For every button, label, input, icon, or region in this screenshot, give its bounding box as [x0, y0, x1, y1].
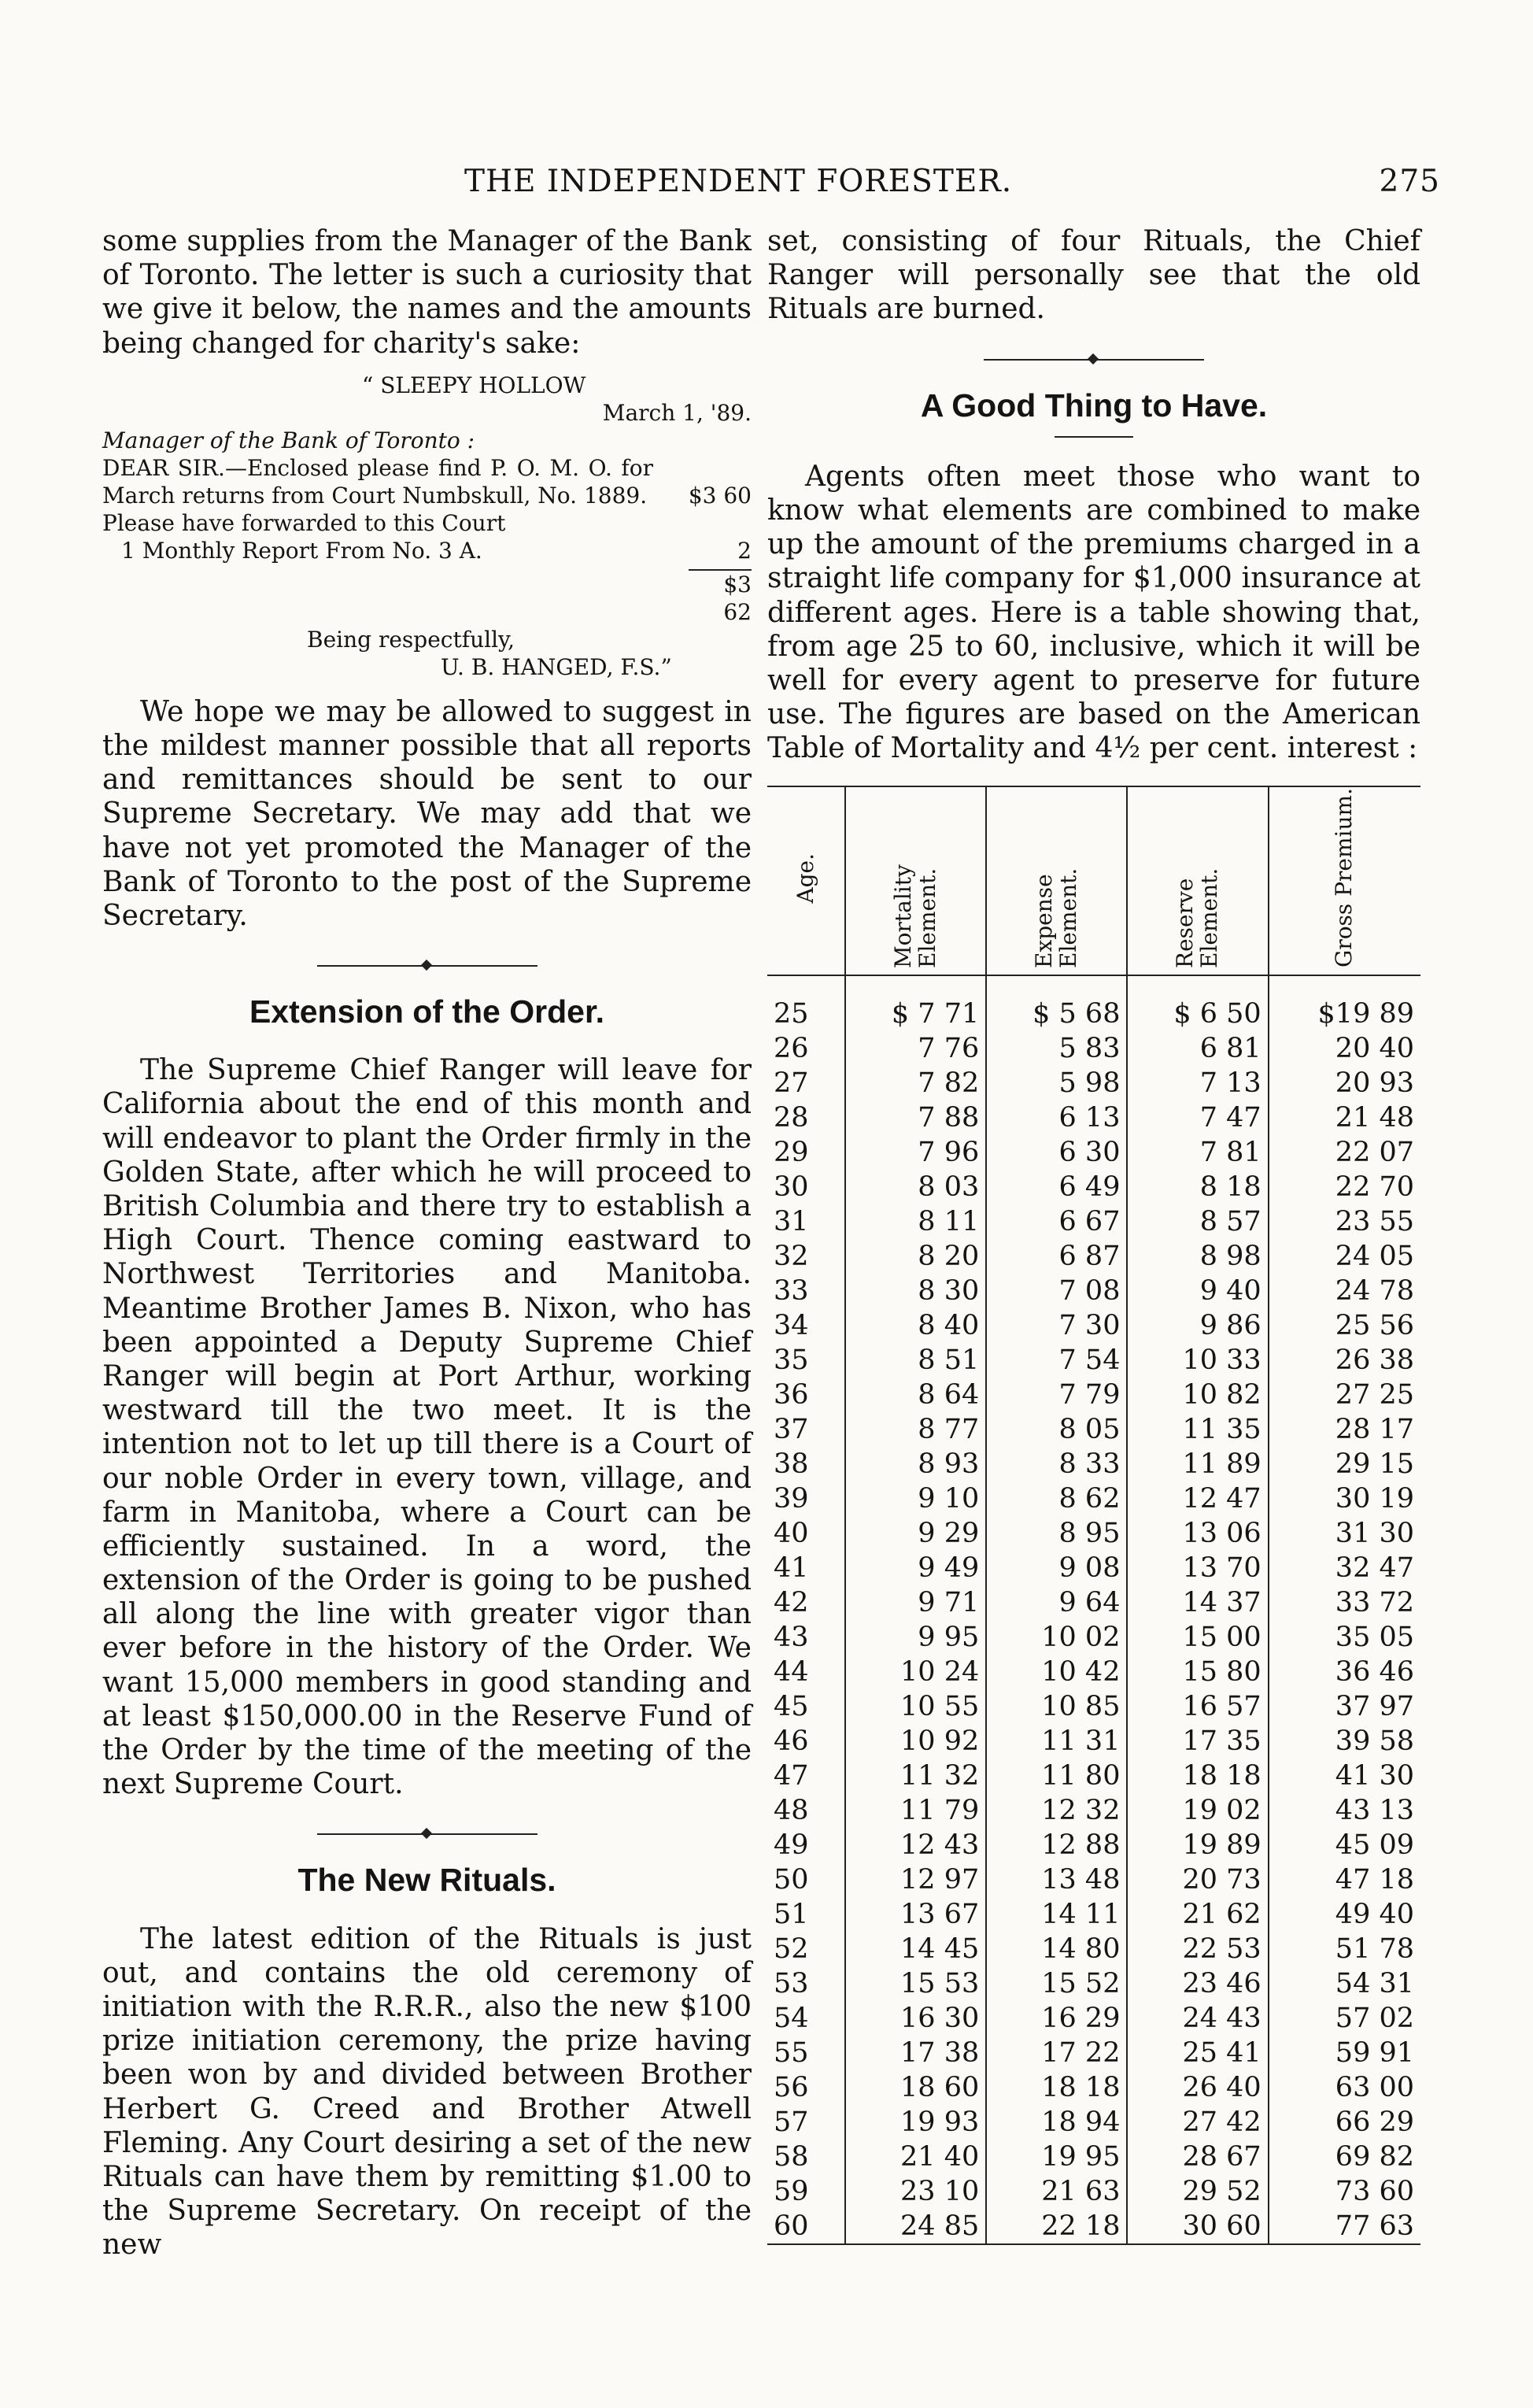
- value-cell: 6 30: [986, 1135, 1127, 1170]
- letter-line-2: Please have forwarded to this Court: [102, 509, 506, 536]
- table-row: [767, 2174, 1420, 2209]
- value-cell: 17 22: [986, 2036, 1127, 2070]
- value-cell: 22 70: [1269, 1170, 1420, 1204]
- value-cell: 21 40: [845, 2140, 986, 2174]
- heading-rule: [1055, 436, 1133, 438]
- value-cell: 13 48: [986, 1862, 1127, 1897]
- table-row: [767, 2140, 1420, 2174]
- value-cell: 7 47: [1127, 1100, 1268, 1135]
- value-cell: 12 47: [1127, 1481, 1268, 1516]
- letter-body: DEAR SIR.—Enclosed please find P. O. M. O. for March returns from Court Numbskull, No. 1889.: [102, 454, 653, 509]
- value-cell: 9 08: [986, 1551, 1127, 1585]
- table-row: [767, 1135, 1420, 1170]
- value-cell: 21 63: [986, 2174, 1127, 2209]
- letter-line-3: 1 Monthly Report From No. 3 A.: [121, 537, 482, 564]
- value-cell: 12 97: [845, 1862, 986, 1897]
- age-cell: 33: [774, 1275, 809, 1308]
- value-cell: 8 11: [845, 1204, 986, 1239]
- value-cell: 15 00: [1127, 1620, 1268, 1655]
- age-cell: 50: [774, 1864, 809, 1896]
- value-cell: 8 64: [845, 1378, 986, 1412]
- value-cell: 23 46: [1127, 1966, 1268, 2001]
- value-cell: 41 30: [1269, 1759, 1420, 1793]
- value-cell: 8 62: [986, 1481, 1127, 1516]
- age-cell: 35: [774, 1345, 809, 1377]
- age-cell: 36: [774, 1379, 809, 1411]
- value-cell: 30 19: [1269, 1481, 1420, 1516]
- paragraph-continuation: set, consisting of four Rituals, the Chief Ranger will personally see that the old Rituals are burned.: [767, 225, 1420, 326]
- running-header: [102, 164, 1440, 208]
- age-cell: 31: [774, 1206, 809, 1238]
- value-cell: 11 89: [1127, 1447, 1268, 1481]
- age-cell: 60: [767, 2209, 845, 2244]
- age-cell: 45: [774, 1691, 809, 1723]
- table-row: [767, 1724, 1420, 1759]
- table-body: [767, 975, 1420, 2244]
- value-cell: 35 05: [1269, 1620, 1420, 1655]
- paragraph-agents: Agents often meet those who want to know what elements are combined to make up the amount of the premiums charged in a straight life company for $1,000 insurance at different ages. Here is a table showing that, from age 25 to 60, inclusive, which it will be well for every agent to preserve for future use. The figures are based on the American Table of Mortality and 4½ per cent. interest :: [767, 460, 1420, 765]
- age-cell: 30: [774, 1171, 809, 1204]
- value-cell: 57 02: [1269, 2001, 1420, 2036]
- value-cell: 77 63: [1269, 2209, 1420, 2244]
- value-cell: 20 93: [1269, 1066, 1420, 1100]
- value-cell: 7 82: [845, 1066, 986, 1100]
- value-cell: 8 03: [845, 1170, 986, 1204]
- value-cell: 8 05: [986, 1412, 1127, 1447]
- value-cell: 8 98: [1127, 1239, 1268, 1274]
- table-row: [767, 1793, 1420, 1828]
- age-cell: 42: [774, 1587, 809, 1619]
- table-row: [767, 1343, 1420, 1378]
- table-row: [767, 1378, 1420, 1412]
- value-cell: 10 55: [845, 1689, 986, 1724]
- table-row: [767, 2036, 1420, 2070]
- age-cell: 26: [774, 1033, 809, 1065]
- value-cell: 9 95: [845, 1620, 986, 1655]
- value-cell: 18 60: [845, 2070, 986, 2105]
- value-cell: 8 57: [1127, 1204, 1268, 1239]
- table-row: [767, 2209, 1420, 2244]
- table-row: [767, 1828, 1420, 1862]
- age-cell: 41: [774, 1552, 809, 1585]
- intro-paragraph: some supplies from the Manager of the Bank of Toronto. The letter is such a curiosity that we give it below, the names and the amounts being changed for charity's sake:: [102, 225, 752, 360]
- age-cell: 29: [774, 1137, 809, 1169]
- section-separator: [317, 1825, 537, 1844]
- value-cell: 22 53: [1127, 1932, 1268, 1966]
- value-cell: 36 46: [1269, 1655, 1420, 1689]
- age-cell: 27: [774, 1067, 809, 1100]
- value-cell: 8 40: [845, 1308, 986, 1343]
- table-row: [767, 1932, 1420, 1966]
- paragraph-rituals: The latest edition of the Rituals is just out, and contains the old ceremony of initiation with the R.R.R., also the new $100 prize initiation ceremony, the prize having been won by and divided between Brother Herbert G. Creed and Brother Atwell Fleming. Any Court desiring a set of the new Rituals can have them by remitting $1.00 to the Supreme Secretary. On receipt of the new: [102, 1922, 752, 2262]
- table-row: [767, 2001, 1420, 2036]
- column-header: Age.: [767, 786, 845, 975]
- value-cell: 11 80: [986, 1759, 1127, 1793]
- value-cell: 13 67: [845, 1897, 986, 1932]
- value-cell: 14 80: [986, 1932, 1127, 1966]
- value-cell: 10 92: [845, 1724, 986, 1759]
- value-cell: 7 08: [986, 1274, 1127, 1308]
- table-row: [767, 1100, 1420, 1135]
- table-row: [767, 1655, 1420, 1689]
- age-cell: 43: [774, 1622, 809, 1654]
- letter-addressee: Manager of the Bank of Toronto :: [102, 427, 475, 453]
- value-cell: 8 77: [845, 1412, 986, 1447]
- value-cell: 16 30: [845, 2001, 986, 2036]
- table-row: [767, 1481, 1420, 1516]
- age-cell: 37: [774, 1414, 809, 1446]
- value-cell: 8 95: [986, 1516, 1127, 1551]
- value-cell: 43 13: [1269, 1793, 1420, 1828]
- value-cell: 15 53: [845, 1966, 986, 2001]
- table-row: [767, 1585, 1420, 1620]
- value-cell: 19 93: [845, 2105, 986, 2140]
- letter-place: “ SLEEPY HOLLOW: [362, 372, 586, 398]
- value-cell: 47 18: [1269, 1862, 1420, 1897]
- table-row: [767, 1897, 1420, 1932]
- value-cell: 45 09: [1269, 1828, 1420, 1862]
- value-cell: 7 96: [845, 1135, 986, 1170]
- letter-signature: U. B. HANGED, F.S.”: [441, 653, 672, 680]
- age-cell: 52: [774, 1933, 809, 1966]
- value-cell: 25 56: [1269, 1308, 1420, 1343]
- value-cell: 28 67: [1127, 2140, 1268, 2174]
- table-row: [767, 1066, 1420, 1100]
- value-cell: 7 13: [1127, 1066, 1268, 1100]
- value-cell: 7 88: [845, 1100, 986, 1135]
- letter-total: $3 62: [689, 569, 752, 626]
- table-row: [767, 1239, 1420, 1274]
- age-cell: 53: [774, 1968, 809, 2000]
- table-row: [767, 1274, 1420, 1308]
- value-cell: 39 58: [1269, 1724, 1420, 1759]
- table-row: [767, 1447, 1420, 1481]
- value-cell: 6 87: [986, 1239, 1127, 1274]
- age-cell: 38: [774, 1448, 809, 1481]
- table-row: [767, 1516, 1420, 1551]
- value-cell: 18 18: [1127, 1759, 1268, 1793]
- table-row: [767, 1759, 1420, 1793]
- value-cell: 10 24: [845, 1655, 986, 1689]
- value-cell: 37 97: [1269, 1689, 1420, 1724]
- value-cell: 8 20: [845, 1239, 986, 1274]
- value-cell: 49 40: [1269, 1897, 1420, 1932]
- value-cell: 11 31: [986, 1724, 1127, 1759]
- age-cell: 28: [774, 1102, 809, 1134]
- value-cell: 22 18: [986, 2209, 1127, 2244]
- page-number: 275: [1379, 164, 1440, 199]
- value-cell: 10 42: [986, 1655, 1127, 1689]
- value-cell: 27 25: [1269, 1378, 1420, 1412]
- value-cell: 7 76: [845, 1031, 986, 1066]
- value-cell: 6 49: [986, 1170, 1127, 1204]
- value-cell: 24 43: [1127, 2001, 1268, 2036]
- paragraph-extension: The Supreme Chief Ranger will leave for California about the end of this month and will endeavor to plant the Order firmly in the Golden State, after which he will proceed to British Columbia and there try to establish a High Court. Thence coming eastward to Northwest Territories and Manitoba. Meantime Brother James B. Nixon, who has been appointed a Deputy Supreme Chief Ranger will begin at Port Arthur, working westward till the two meet. It is the intention not to let up till there is a Court of our noble Order in every town, village, and farm in Manitoba, where a Court can be efficiently sustained. In a word, the extension of the Order is going to be pushed all along the line with greater vigor than ever before in the history of the Order. We want 15,000 members in good standing and at least $150,000.00 in the Reserve Fund of the Order by the time of the meeting of the next Supreme Court.: [102, 1054, 752, 1801]
- left-column: [102, 224, 752, 2262]
- age-cell: 56: [774, 2072, 809, 2104]
- value-cell: 21 62: [1127, 1897, 1268, 1932]
- age-cell: 58: [774, 2141, 809, 2173]
- value-cell: 27 42: [1127, 2105, 1268, 2140]
- value-cell: $ 7 71: [845, 975, 986, 1031]
- value-cell: 32 47: [1269, 1551, 1420, 1585]
- value-cell: 17 38: [845, 2036, 986, 2070]
- value-cell: 10 33: [1127, 1343, 1268, 1378]
- age-cell: 25: [774, 998, 809, 1030]
- value-cell: 7 54: [986, 1343, 1127, 1378]
- value-cell: 14 11: [986, 1897, 1127, 1932]
- value-cell: 16 57: [1127, 1689, 1268, 1724]
- right-column: [767, 224, 1420, 2245]
- value-cell: 24 05: [1269, 1239, 1420, 1274]
- value-cell: 10 85: [986, 1689, 1127, 1724]
- age-cell: 49: [774, 1829, 809, 1862]
- value-cell: 24 85: [845, 2209, 986, 2244]
- letter-amount-2: 2: [737, 537, 752, 564]
- premium-table: [767, 786, 1420, 2245]
- column-header: Gross Premium.: [1269, 786, 1420, 975]
- value-cell: $19 89: [1269, 975, 1420, 1031]
- value-cell: 63 00: [1269, 2070, 1420, 2105]
- quoted-letter: [102, 372, 752, 681]
- value-cell: 14 45: [845, 1932, 986, 1966]
- column-header: Reserve Element.: [1127, 786, 1268, 975]
- value-cell: 29 52: [1127, 2174, 1268, 2209]
- value-cell: 20 73: [1127, 1862, 1268, 1897]
- value-cell: 8 30: [845, 1274, 986, 1308]
- value-cell: 23 10: [845, 2174, 986, 2209]
- value-cell: 19 95: [986, 2140, 1127, 2174]
- letter-date: March 1, '89.: [602, 399, 752, 426]
- value-cell: $ 5 68: [986, 975, 1127, 1031]
- age-cell: 51: [774, 1899, 809, 1931]
- table-row: [767, 1308, 1420, 1343]
- value-cell: 14 37: [1127, 1585, 1268, 1620]
- table-row: [767, 975, 1420, 1031]
- age-cell: 55: [774, 2037, 809, 2070]
- value-cell: 9 10: [845, 1481, 986, 1516]
- value-cell: 16 29: [986, 2001, 1127, 2036]
- value-cell: 54 31: [1269, 1966, 1420, 2001]
- column-header: Mortality Element.: [845, 786, 986, 975]
- age-cell: 54: [774, 2003, 809, 2035]
- value-cell: 26 38: [1269, 1343, 1420, 1378]
- value-cell: 6 67: [986, 1204, 1127, 1239]
- age-cell: 40: [774, 1518, 809, 1550]
- value-cell: 11 35: [1127, 1412, 1268, 1447]
- table-row: [767, 1551, 1420, 1585]
- age-cell: 44: [774, 1656, 809, 1689]
- value-cell: 18 18: [986, 2070, 1127, 2105]
- heading-good-thing: A Good Thing to Have.: [920, 387, 1268, 424]
- table-row: [767, 1204, 1420, 1239]
- value-cell: 13 70: [1127, 1551, 1268, 1585]
- table-row: [767, 1966, 1420, 2001]
- table-row: [767, 1862, 1420, 1897]
- value-cell: 9 40: [1127, 1274, 1268, 1308]
- value-cell: 8 33: [986, 1447, 1127, 1481]
- value-cell: 11 32: [845, 1759, 986, 1793]
- value-cell: 5 98: [986, 1066, 1127, 1100]
- value-cell: 13 06: [1127, 1516, 1268, 1551]
- value-cell: $ 6 50: [1127, 975, 1268, 1031]
- letter-amount-1: $3 60: [688, 482, 752, 509]
- table-header-row: [767, 786, 1420, 975]
- age-cell: 47: [774, 1760, 809, 1792]
- age-cell: 32: [774, 1241, 809, 1273]
- value-cell: 23 55: [1269, 1204, 1420, 1239]
- value-cell: 26 40: [1127, 2070, 1268, 2105]
- value-cell: 17 35: [1127, 1724, 1268, 1759]
- section-separator: [984, 350, 1204, 369]
- value-cell: 9 64: [986, 1585, 1127, 1620]
- value-cell: 15 80: [1127, 1655, 1268, 1689]
- heading-extension: Extension of the Order.: [249, 993, 605, 1030]
- value-cell: 9 49: [845, 1551, 986, 1585]
- value-cell: 10 82: [1127, 1378, 1268, 1412]
- value-cell: 8 93: [845, 1447, 986, 1481]
- table-row: [767, 1412, 1420, 1447]
- value-cell: 8 51: [845, 1343, 986, 1378]
- value-cell: 6 81: [1127, 1031, 1268, 1066]
- value-cell: 6 13: [986, 1100, 1127, 1135]
- age-cell: 34: [774, 1310, 809, 1342]
- value-cell: 18 94: [986, 2105, 1127, 2140]
- table-row: [767, 1031, 1420, 1066]
- age-cell: 39: [774, 1483, 809, 1515]
- value-cell: 7 81: [1127, 1135, 1268, 1170]
- section-separator: [317, 956, 537, 975]
- value-cell: 20 40: [1269, 1031, 1420, 1066]
- value-cell: 73 60: [1269, 2174, 1420, 2209]
- value-cell: 12 88: [986, 1828, 1127, 1862]
- value-cell: 5 83: [986, 1031, 1127, 1066]
- value-cell: 24 78: [1269, 1274, 1420, 1308]
- value-cell: 8 18: [1127, 1170, 1268, 1204]
- value-cell: 9 71: [845, 1585, 986, 1620]
- value-cell: 22 07: [1269, 1135, 1420, 1170]
- column-header: Expense Element.: [986, 786, 1127, 975]
- value-cell: 7 79: [986, 1378, 1127, 1412]
- paragraph-suggestion: We hope we may be allowed to suggest in the mildest manner possible that all reports and remittances should be sent to our Supreme Secretary. We may add that we have not yet promoted the Manager of the Bank of Toronto to the post of the Supreme Secretary.: [102, 695, 752, 932]
- value-cell: 12 32: [986, 1793, 1127, 1828]
- age-cell: 59: [774, 2176, 809, 2208]
- value-cell: 25 41: [1127, 2036, 1268, 2070]
- table-row: [767, 1620, 1420, 1655]
- value-cell: 19 02: [1127, 1793, 1268, 1828]
- value-cell: 59 91: [1269, 2036, 1420, 2070]
- heading-rituals: The New Rituals.: [297, 1862, 556, 1899]
- value-cell: 69 82: [1269, 2140, 1420, 2174]
- letter-closing: Being respectfully,: [307, 626, 515, 653]
- table-row: [767, 2070, 1420, 2105]
- value-cell: 30 60: [1127, 2209, 1268, 2244]
- value-cell: 11 79: [845, 1793, 986, 1828]
- value-cell: 15 52: [986, 1966, 1127, 2001]
- value-cell: 10 02: [986, 1620, 1127, 1655]
- value-cell: 19 89: [1127, 1828, 1268, 1862]
- value-cell: 51 78: [1269, 1932, 1420, 1966]
- value-cell: 12 43: [845, 1828, 986, 1862]
- value-cell: 66 29: [1269, 2105, 1420, 2140]
- value-cell: 28 17: [1269, 1412, 1420, 1447]
- value-cell: 9 29: [845, 1516, 986, 1551]
- age-cell: 48: [774, 1795, 809, 1827]
- value-cell: 7 30: [986, 1308, 1127, 1343]
- value-cell: 31 30: [1269, 1516, 1420, 1551]
- value-cell: 29 15: [1269, 1447, 1420, 1481]
- value-cell: 33 72: [1269, 1585, 1420, 1620]
- table-row: [767, 1170, 1420, 1204]
- publication-title: THE INDEPENDENT FORESTER.: [464, 164, 1013, 199]
- table-row: [767, 1689, 1420, 1724]
- age-cell: 46: [774, 1726, 809, 1758]
- table-row: [767, 2105, 1420, 2140]
- age-cell: 57: [774, 2107, 809, 2139]
- value-cell: 21 48: [1269, 1100, 1420, 1135]
- value-cell: 9 86: [1127, 1308, 1268, 1343]
